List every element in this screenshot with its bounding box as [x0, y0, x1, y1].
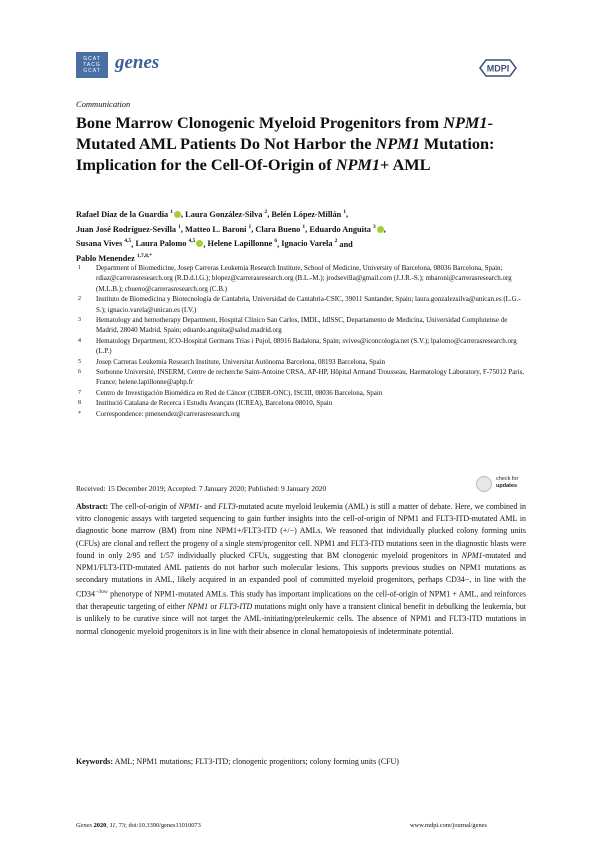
affiliation: 4 Hematology Department, ICO-Hospital Germans Trias i Pujol, 08916 Badalona, Spain; svives@iconcologia.net (S.V.); lpalomo@carrerasresearch.org (L.P.) [78, 336, 517, 356]
author[interactable]: Matteo L. Baroni $^1$ [185, 223, 252, 234]
check-for-updates-button[interactable] [476, 474, 526, 496]
affiliation: 2 Instituto de Biomedicina y Biotecnología de Cantabria, Universidad de Cantabria-CSIC, 39011 Santander, Spain; laura.gonzalezsilva@unican.es (L.G.-S.); ignacio.varela@unican.es (I.V.) [78, 295, 521, 314]
keywords: Keywords: AML; NPM1 mutations; FLT3-ITD; clonogenic progenitors; colony forming units (CFU) [76, 757, 399, 766]
author[interactable]: Pablo Menendez $^{1,7,8,*}$ [76, 253, 152, 264]
logo-line: GCAT [83, 68, 101, 74]
author[interactable]: Belén López-Millán $^1$ [271, 209, 347, 219]
journal-name: genes [115, 52, 160, 73]
abstract: Abstract: The cell-of-origin of NPM1- and FLT3-mutated acute myeloid leukemia (AML) is still a matter of debate. Here, we combined in vitro clonogenic assays with targeted sequencing to gain further insights into the cell-of-origin of NPM1 and FLT3-ITD-mutated AML in diagnostic bone marrow (BM) from nine NPM1+/FLT3-ITD (+/−) AMLs. We reasoned that individually plucked colony forming units (CFUs) are clonal and reflect the progeny of a single stem/progenitor cell. NPM1 and FLT3-ITD mutations seen in the diagnostic blasts were found in only 2/95 and 1/57 individually plucked CFUs, suggesting that BM clonogenic myeloid progenitors in NPM1-mutated and NPM1/FLT3-ITD-mutated AML patients do not harbor such molecular lesions. This supports previous studies on NPM1 mutations as secondary mutations in AML, likely acquired in an expanded pool of committed myeloid progenitors, perhaps CD34−, in line with the $CD34^{-/low}$ phenotype of NPM1-mutated AMLs. This study has important implications on the cell-of-origin of NPM1 + AML, and reinforces that therapeutic targeting of either NPM1 or FLT3-ITD mutations might only have a transient clinical benefit in debulking the leukemia, but is unlikely to be curative since will not target the AML-initiating/preleukemic cells. The absence of NPM1 and FLT3-ITD mutations in normal clonogenic myeloid progenitors is in line with their absence in clonal hematopoiesis of indeterminate potential. [76, 502, 526, 636]
author[interactable]: Eduardo Anguita $^3$ [309, 225, 383, 234]
publisher-name: MDPI [486, 63, 510, 74]
journal-url-link[interactable]: www.mdpi.com/journal/genes [410, 822, 487, 829]
correspondence: * Correspondence: pmenendez@carrerasresearch.org [78, 409, 240, 418]
orcid-icon[interactable] [174, 211, 181, 218]
check-updates-line: check for [496, 476, 519, 482]
affiliation: 6 Sorbonne Université, INSERM, Centre de recherche Saint-Antoine CRSA, AP-HP, Hôpital Armand Trousseau, Haematology Laboratory, F-75012 Paris, France; helene.lapillonne@aphp.fr [78, 368, 525, 387]
author[interactable]: Juan José Rodríguez-Sevilla $^1$ [76, 223, 181, 234]
mdpi-logo-icon [478, 58, 518, 78]
keywords-label: Keywords: [76, 757, 114, 766]
logo-line: TACG [83, 62, 101, 68]
author[interactable]: Clara Bueno $^1$ [255, 223, 306, 234]
logo-line: GCAT [83, 56, 101, 62]
publication-dates: Received: 15 December 2019; Accepted: 7 January 2020; Published: 9 January 2020 [76, 484, 327, 493]
author[interactable]: Susana Vives $^{4,5}$ [76, 238, 132, 249]
affiliation: 7 Centro de Investigación Biomédica en Red de Cáncer (CIBER-ONC), ISCIII, 08036 Barcelona, Spain [78, 388, 383, 397]
affiliation: 1 Department of Biomedicine, Josep Carreras Leukemia Research Institute, School of Medicine, University of Barcelona, 08036 Barcelona, Spain; rdiaz@carrerasresearch.org (R.D.d.l.G.); blopez@carrerasresearch.org (B.L.-M.); jrodsevilla@gmail.com (J.J.R.-S.); mbaroni@carrerasresearch.org (M.L.B.); cbueno@carrerasresearch.org (C.B.) [78, 264, 512, 293]
author[interactable]: Laura González-Silva $^2$ [185, 209, 268, 219]
author-list: Rafael Diaz de la Guardia $^1$ , Laura González-Silva $^2$, Belén López-Millán $^1$, Juan José Rodríguez-Sevilla $^1$, Matteo L. Baroni $^1$, Clara Bueno $^1$, Eduardo Anguita $^3$ , Susana Vives $^{4,5}$, Laura Palomo $^{4,5}$ , Helene Lapillonne $^6$, Ignacio Varela $^2$ and Pablo Menendez $^{1,7,8,*}$ [76, 209, 386, 264]
check-updates-line: updates [496, 483, 518, 489]
article-type: Communication [76, 99, 131, 109]
affiliation: 3 Hematology and hemotherapy Department, Hospital Clínico San Carlos, IMDL, IdISSC, Departamento de Medicina, Universidad Complutense de Madrid, 28040 Madrid, Spain; eduardo.anguita@salud.madrid.org [78, 316, 508, 335]
orcid-icon[interactable] [377, 226, 384, 233]
journal-logo [76, 52, 108, 78]
author[interactable]: Ignacio Varela $^2$ [281, 238, 338, 249]
article-title: Bone Marrow Clonogenic Myeloid Progenitors from NPM1-Mutated AML Patients Do Not Harbor the NPM1 Mutation: Implication for the Cell-Of-Origin of NPM1+ AML [76, 113, 495, 174]
affiliation: 5 Josep Carreras Leukemia Research Institute, Universitat Autònoma Barcelona, 08193 Barcelona, Spain [78, 357, 386, 366]
affiliation: 8 Institució Catalana de Recerca i Estudis Avançats (ICREA), Barcelona 08010, Spain [78, 399, 333, 408]
author[interactable]: Helene Lapillonne $^6$ [207, 238, 278, 249]
affiliation-list [78, 263, 528, 419]
author[interactable]: Rafael Diaz de la Guardia $^1$ [76, 210, 181, 219]
author[interactable]: Laura Palomo $^{4,5}$ [135, 239, 203, 248]
abstract-label: Abstract: [76, 502, 109, 511]
citation-footer: Genes 2020, 11, 73; doi:10.3390/genes11010073 [76, 822, 201, 829]
check-updates-icon [476, 476, 492, 492]
